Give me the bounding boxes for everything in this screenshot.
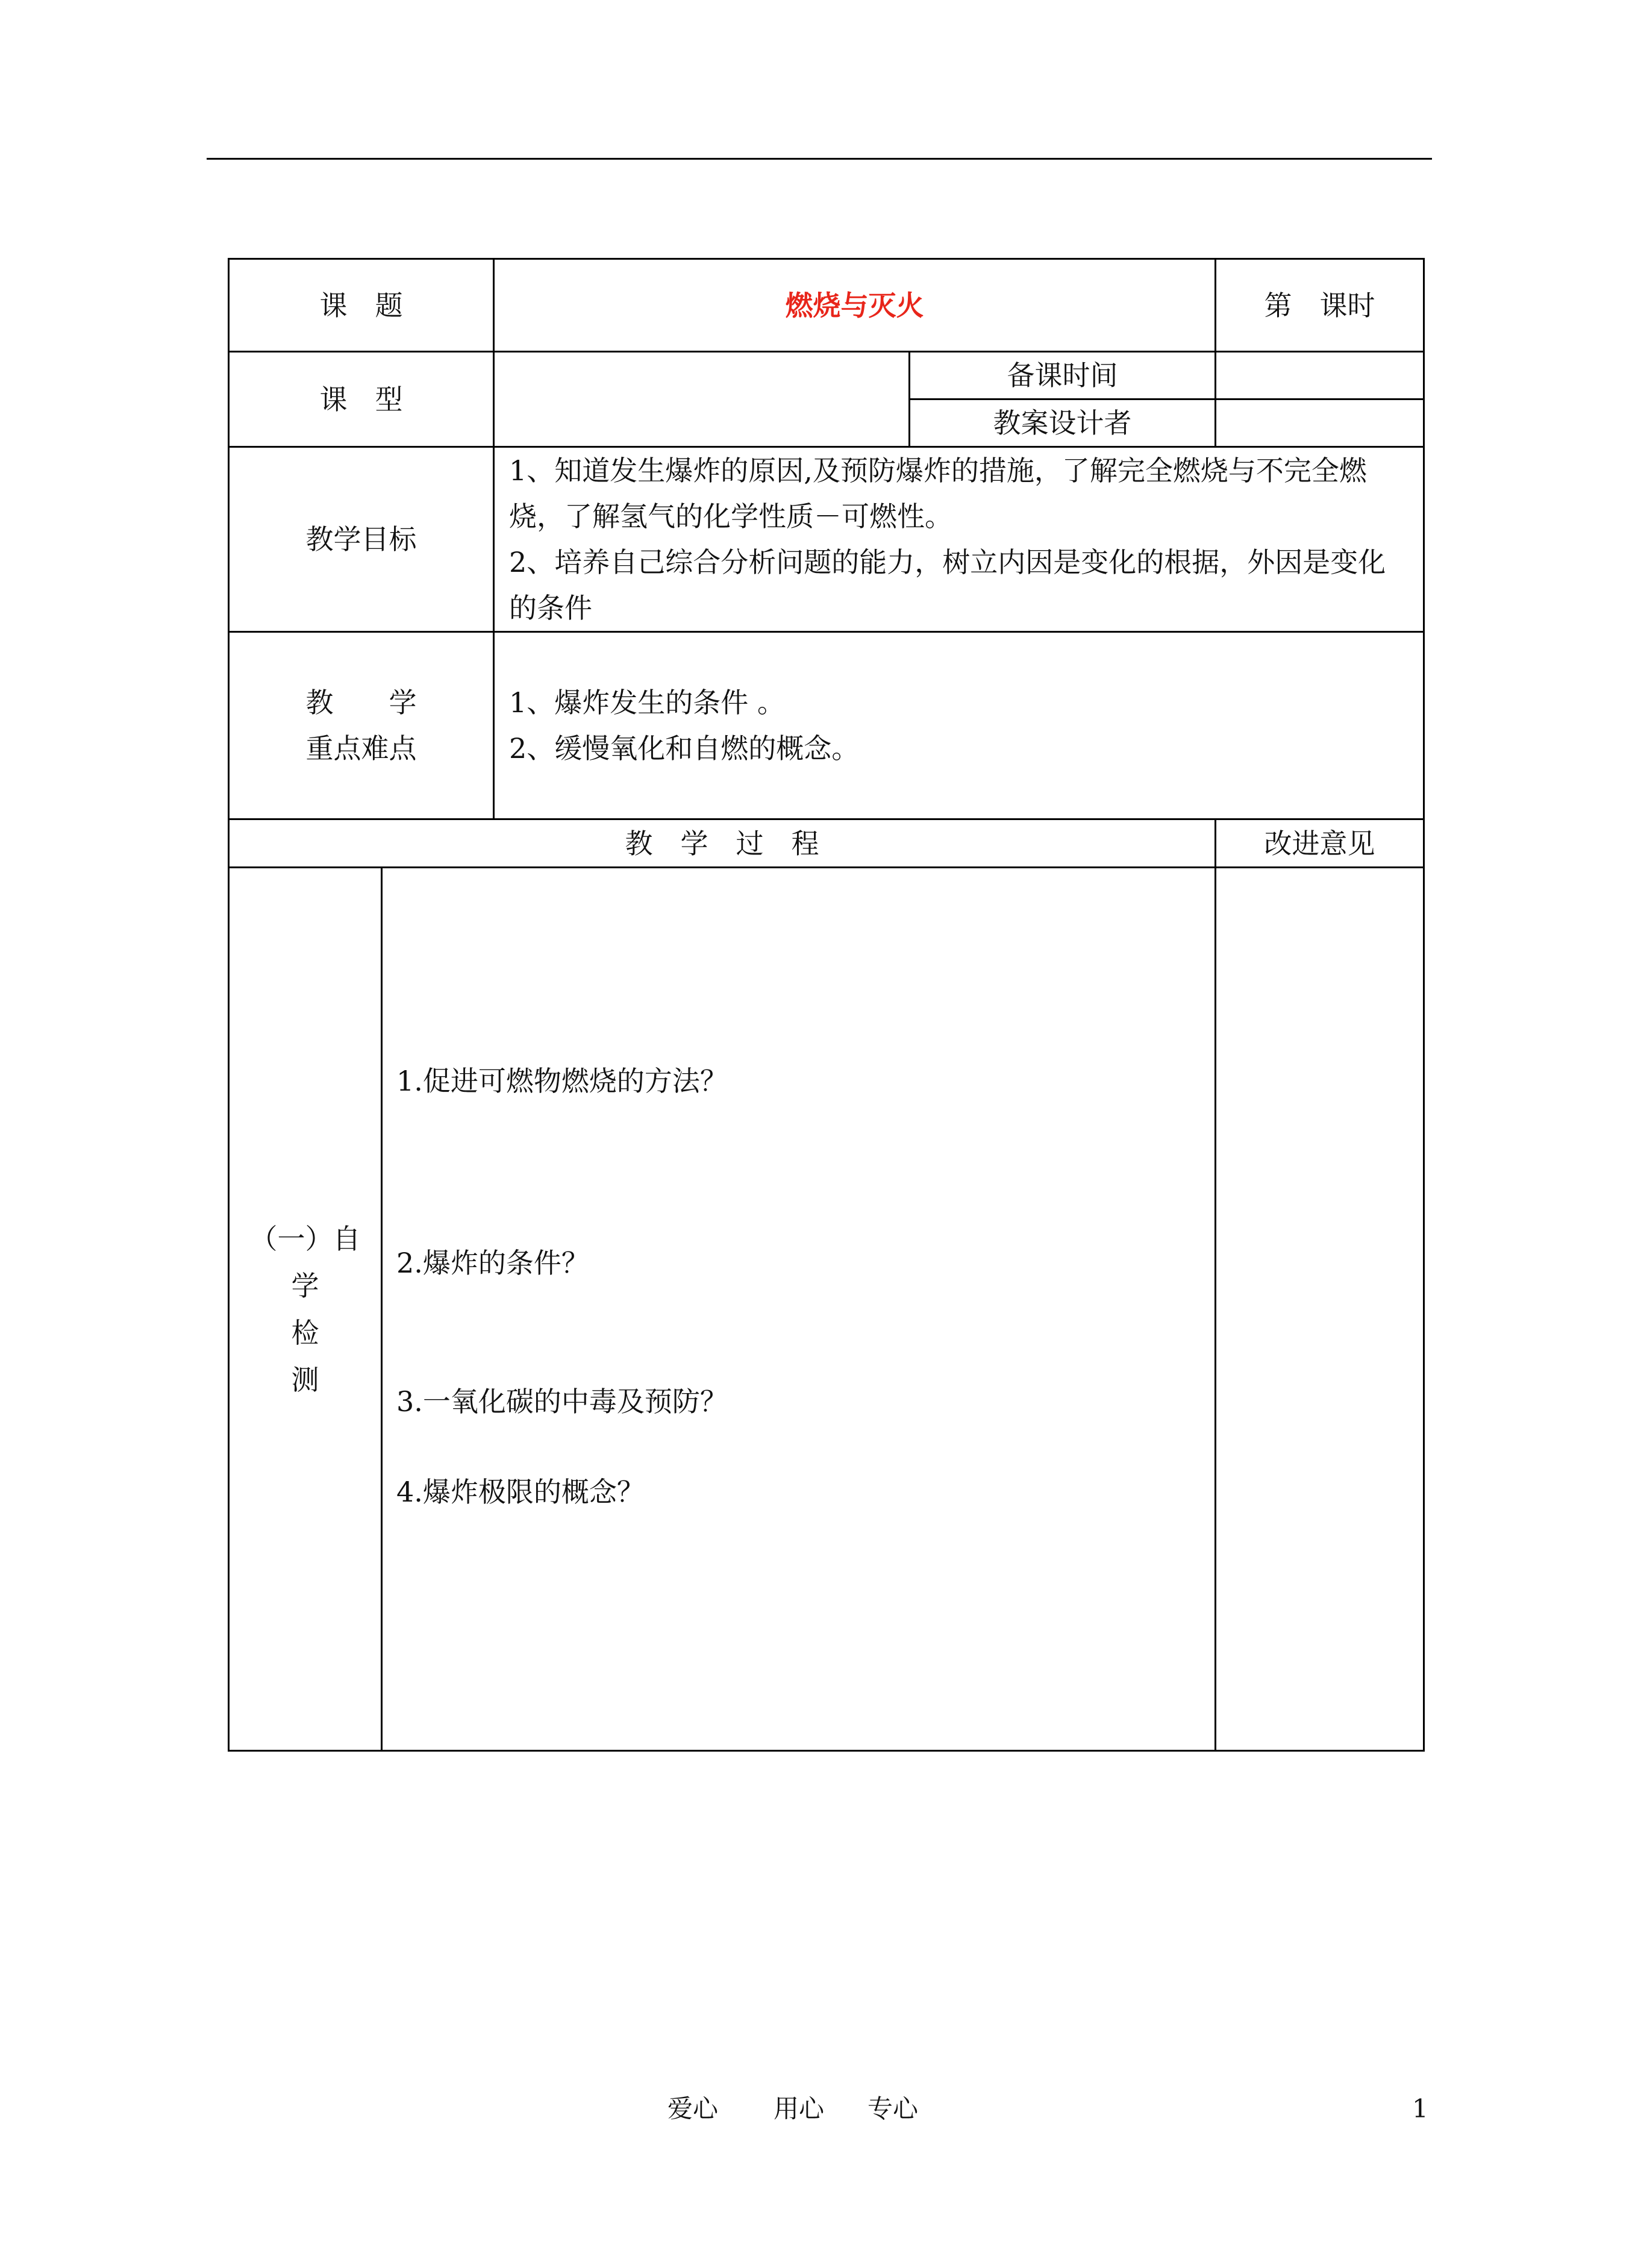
- section1-label-line: 学: [291, 1269, 319, 1302]
- type-label: 课 型: [229, 352, 494, 447]
- lesson-title: 燃烧与灭火: [494, 259, 1216, 352]
- prep-time-value: [1216, 352, 1424, 399]
- topic-label: 课 题: [229, 259, 494, 352]
- question-item: 1.促进可燃物燃烧的方法？: [396, 1065, 728, 1097]
- row-section-1: [229, 868, 1424, 1751]
- prep-time-label: 备课时间: [910, 352, 1216, 399]
- key-points-content: [494, 632, 1424, 819]
- process-header: 教 学 过 程: [229, 819, 1216, 868]
- row-objectives: [229, 447, 1424, 632]
- row-topic: [229, 259, 1424, 352]
- designer-label: 教案设计者: [910, 399, 1216, 447]
- objectives-label: 教学目标: [229, 447, 494, 632]
- period-label: 第 课时: [1216, 259, 1424, 352]
- section1-content: [382, 868, 1216, 1751]
- key-points-label: [229, 632, 494, 819]
- row-key-points: [229, 632, 1424, 819]
- section1-improvement: [1216, 868, 1424, 1751]
- objective-item: 1、知道发生爆炸的原因,及预防爆炸的措施，了解完全燃烧与不完全燃烧，了解氢气的化学性质－可燃性。: [509, 454, 1367, 533]
- key-points-label-line1: 教 学: [305, 686, 417, 719]
- type-value: [494, 352, 910, 447]
- question-item: 3.一氧化碳的中毒及预防？: [396, 1385, 728, 1418]
- footer-motto-1: 爱心: [667, 2094, 719, 2123]
- section1-label-line: （一）自: [249, 1222, 361, 1255]
- lesson-plan-table: [228, 258, 1425, 1752]
- key-point-item: 1、爆炸发生的条件 。: [509, 686, 785, 719]
- question-item: 2.爆炸的条件？: [396, 1247, 589, 1279]
- improvement-header: 改进意见: [1216, 819, 1424, 868]
- footer-motto-3: 专心: [868, 2094, 919, 2123]
- designer-value: [1216, 399, 1424, 447]
- question-item: 4.爆炸极限的概念？: [396, 1476, 645, 1508]
- row-process-header: [229, 819, 1424, 868]
- objectives-content: [494, 447, 1424, 632]
- footer-motto-2: 用心: [774, 2094, 825, 2123]
- key-points-label-line2: 重点难点: [305, 732, 417, 765]
- section1-label-line: 检: [291, 1316, 319, 1349]
- header-rule: [207, 158, 1432, 160]
- page-number: 1: [1412, 2094, 1428, 2123]
- section1-label-line: 测: [291, 1363, 319, 1396]
- key-point-item: 2、缓慢氧化和自燃的概念。: [509, 732, 860, 765]
- objective-item: 2、培养自己综合分析问题的能力，树立内因是变化的根据，外因是变化的条件: [509, 546, 1386, 624]
- section1-label: [229, 868, 382, 1751]
- row-type-1: [229, 352, 1424, 399]
